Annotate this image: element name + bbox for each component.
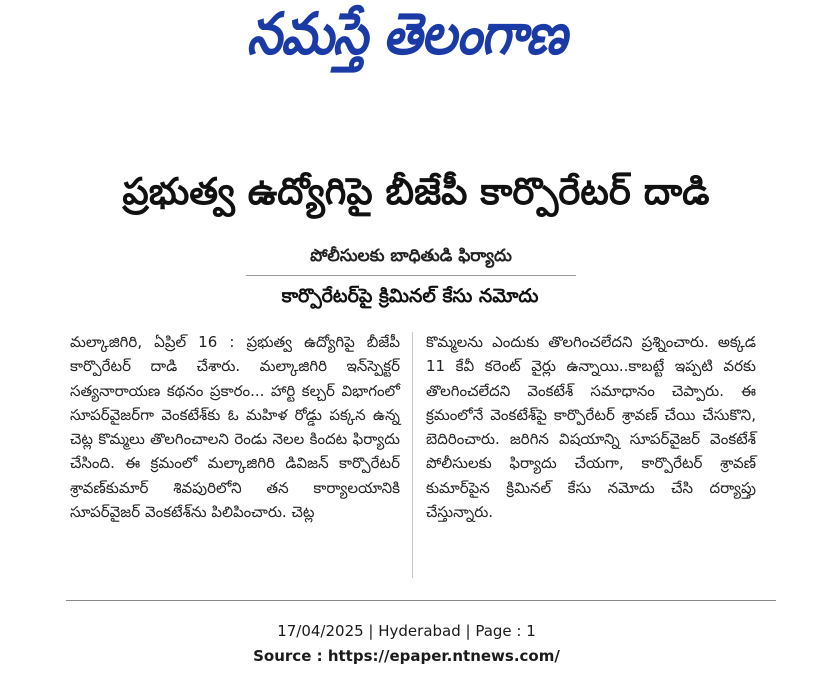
masthead-title: నమస్తే తెలంగాణ bbox=[246, 0, 567, 68]
footer-rule bbox=[66, 600, 776, 601]
column-divider bbox=[412, 332, 413, 578]
subhead-divider bbox=[246, 275, 576, 276]
article-body-left: మల్కాజిగిరి, ఏప్రిల్ 16 : ప్రభుత్వ ఉద్యోగిపై బీజేపీ కార్పొరేటర్ దాడి చేశారు. మల్కాజిగిరి ఇన్‌స్పెక్టర్ సత్యనారాయణ కథనం ప్రకారం... హార్టి కల్చర్ విభాగంలో సూపర్‌వైజర్‌గా వెంకటేశ్‌కు ఓ మహిళ రోడ్డు పక్కన ఉన్న చెట్ల కొమ్మలు తొలగించాలని రెండు నెలల కిందట ఫిర్యాదు చేసింది. ఈ క్రమంలో మల్కాజిగిరి డివిజన్ కార్పొరేటర్ శ్రావణ్‌కుమార్ శివపురిలోని తన కార్యాలయానికి సూపర్‌వైజర్ వెంకటేశ్‌ను పిలిపించారు. చెట్ల bbox=[70, 333, 400, 522]
article-column-right bbox=[426, 330, 756, 524]
article-subhead-2: కార్పొరేటర్‌పై క్రిమినల్ కేసు నమోదు bbox=[281, 285, 539, 307]
footer-meta: 17/04/2025 | Hyderabad | Page : 1 bbox=[277, 622, 536, 640]
newspaper-masthead bbox=[0, 0, 813, 76]
article-subhead-1: పోలీసులకు బాధితుడి ఫిర్యాదు bbox=[310, 246, 512, 266]
footer-source: Source : https://epaper.ntnews.com/ bbox=[253, 647, 560, 665]
article-headline: ప్రభుత్వ ఉద్యోగిపై బీజేపీ కార్పొరేటర్ దాడి bbox=[122, 170, 710, 213]
article-body-right: కొమ్మలను ఎందుకు తొలగించలేదని ప్రశ్నించారు. అక్కడ 11 కేవీ కరెంట్ వైర్లు ఉన్నాయి..కాబట్టే ఇప్పటి వరకు తొలగించలేదని వెంకటేశ్ సమాధానం చెప్పారు. ఈ క్రమంలోనే వెంకటేశ్‌పై కార్పొరేటర్ శ్రావణ్ చేయి చేసుకొని, బెదిరించారు. జరిగిన విషయాన్ని సూపర్‌వైజర్ వెంకటేశ్ పోలీసులకు ఫిర్యాదు చేయగా, కార్పొరేటర్ శ్రావణ్ కుమార్‌పైన క్రిమినల్ కేసు నమోదు చేసి దర్యాప్తు చేస్తున్నారు. bbox=[426, 333, 756, 522]
article-column-left bbox=[70, 330, 400, 524]
